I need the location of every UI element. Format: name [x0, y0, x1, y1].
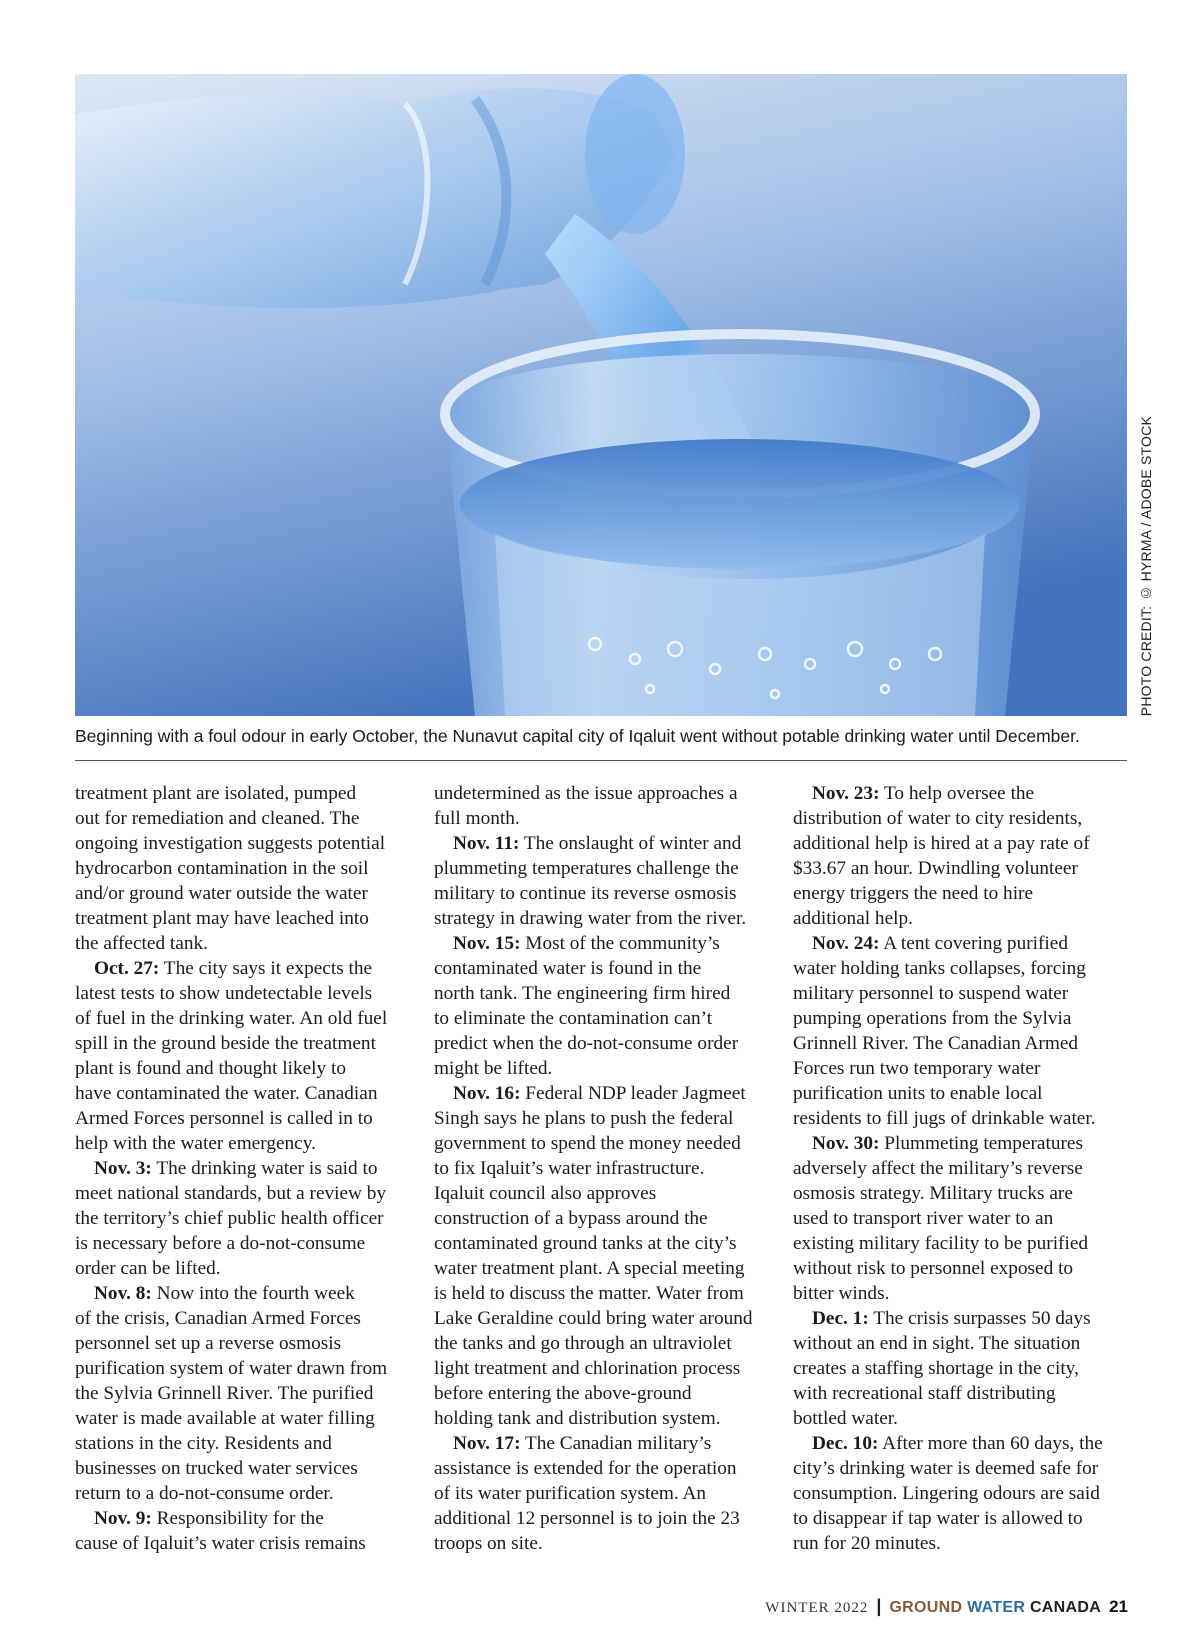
line-text: of fuel in the drinking water. An old fuel — [75, 1008, 388, 1029]
line-text: distribution of water to city residents, — [793, 808, 1083, 829]
article-line — [434, 1181, 770, 1206]
article-line — [793, 856, 1129, 881]
line-text: The crisis surpasses 50 days — [868, 1308, 1091, 1329]
entry-start-line — [75, 956, 411, 981]
article-line — [75, 781, 411, 806]
entry-date: Nov. 16: — [453, 1083, 521, 1104]
line-text: city’s drinking water is deemed safe for — [793, 1458, 1099, 1479]
line-text: full month. — [434, 808, 520, 829]
article-line — [793, 1006, 1129, 1031]
article-line — [793, 1331, 1129, 1356]
line-text: The drinking water is said to — [151, 1158, 378, 1179]
article-line — [434, 1006, 770, 1031]
article-line — [434, 1106, 770, 1131]
line-text: order can be lifted. — [75, 1258, 221, 1279]
article-line — [793, 1181, 1129, 1206]
article-line — [75, 856, 411, 881]
line-text: strategy in drawing water from the river. — [434, 908, 747, 929]
line-text: to fix Iqaluit’s water infrastructure. — [434, 1158, 705, 1179]
article-line — [434, 1156, 770, 1181]
article-line — [434, 906, 770, 931]
line-text: Responsibility for the — [151, 1508, 324, 1529]
line-text: light treatment and chlorination process — [434, 1358, 741, 1379]
line-text: contaminated ground tanks at the city’s — [434, 1233, 737, 1254]
line-text: Forces run two temporary water — [793, 1058, 1041, 1079]
line-text: might be lifted. — [434, 1058, 553, 1079]
article-line — [793, 1456, 1129, 1481]
article-line — [75, 1306, 411, 1331]
line-text: the territory’s chief public health officer — [75, 1208, 384, 1229]
line-text: help with the water emergency. — [75, 1133, 316, 1154]
page-number: 21 — [1109, 1597, 1128, 1616]
line-text: cause of Iqaluit’s water crisis remains — [75, 1533, 366, 1554]
article-line — [434, 1306, 770, 1331]
article-line — [434, 1256, 770, 1281]
entry-date: Nov. 8: — [94, 1283, 152, 1304]
line-text: is necessary before a do-not-consume — [75, 1233, 366, 1254]
line-text: Iqaluit council also approves — [434, 1183, 657, 1204]
line-text: After more than 60 days, the — [878, 1433, 1103, 1454]
article-line — [793, 1156, 1129, 1181]
line-text: residents to fill jugs of drinkable water. — [793, 1108, 1096, 1129]
article-line — [793, 1056, 1129, 1081]
entry-start-line — [75, 1506, 411, 1531]
line-text: water is made available at water filling — [75, 1408, 375, 1429]
issue-label: WINTER 2022 — [765, 1600, 869, 1616]
article-line — [75, 1131, 411, 1156]
entry-start-line — [434, 931, 770, 956]
line-text: military to continue its reverse osmosis — [434, 883, 737, 904]
article-line — [75, 1356, 411, 1381]
entry-start-line — [434, 1081, 770, 1106]
line-text: to disappear if tap water is allowed to — [793, 1508, 1083, 1529]
line-text: creates a staffing shortage in the city, — [793, 1358, 1079, 1379]
line-text: the tanks and go through an ultraviolet — [434, 1333, 732, 1354]
article-line — [793, 1231, 1129, 1256]
line-text: A tent covering purified — [879, 933, 1068, 954]
article-line — [434, 856, 770, 881]
line-text: additional 12 personnel is to join the 23 — [434, 1508, 740, 1529]
magazine-name-canada: CANADA — [1029, 1599, 1102, 1616]
article-line — [793, 806, 1129, 831]
line-text: Lake Geraldine could bring water around — [434, 1308, 753, 1329]
article-line — [434, 781, 770, 806]
article-line — [434, 1481, 770, 1506]
line-text: treatment plant are isolated, pumped — [75, 783, 357, 804]
article-line — [434, 1281, 770, 1306]
line-text: plummeting temperatures challenge the — [434, 858, 739, 879]
line-text: additional help is hired at a pay rate of — [793, 833, 1090, 854]
line-text: The city says it expects the — [159, 958, 373, 979]
line-text: have contaminated the water. Canadian — [75, 1083, 378, 1104]
line-text: adversely affect the military’s reverse — [793, 1158, 1083, 1179]
line-text: treatment plant may have leached into — [75, 908, 369, 929]
entry-date: Nov. 23: — [812, 783, 880, 804]
line-text: government to spend the money needed — [434, 1133, 741, 1154]
article-line — [793, 1381, 1129, 1406]
line-text: out for remediation and cleaned. The — [75, 808, 360, 829]
line-text: troops on site. — [434, 1533, 543, 1554]
line-text: before entering the above-ground — [434, 1383, 692, 1404]
entry-date: Nov. 24: — [812, 933, 880, 954]
line-text: water treatment plant. A special meeting — [434, 1258, 745, 1279]
article-line — [434, 1131, 770, 1156]
article-line — [793, 831, 1129, 856]
line-text: of the crisis, Canadian Armed Forces — [75, 1308, 361, 1329]
line-text: north tank. The engineering firm hired — [434, 983, 731, 1004]
magazine-name-water: WATER — [967, 1599, 1026, 1616]
article-line — [793, 1356, 1129, 1381]
line-text: without risk to personnel exposed to — [793, 1258, 1074, 1279]
article-line — [75, 906, 411, 931]
line-text: ongoing investigation suggests potential — [75, 833, 386, 854]
article-column-2 — [434, 781, 770, 1556]
magazine-name-ground: GROUND — [889, 1599, 963, 1616]
line-text: construction of a bypass around the — [434, 1208, 708, 1229]
line-text: Most of the community’s — [520, 933, 720, 954]
article-line — [434, 881, 770, 906]
line-text: water holding tanks collapses, forcing — [793, 958, 1086, 979]
footer-separator: | — [876, 1596, 882, 1616]
line-text: Now into the fourth week — [151, 1283, 355, 1304]
entry-date: Nov. 11: — [453, 833, 520, 854]
entry-date: Nov. 15: — [453, 933, 521, 954]
article-line — [434, 1381, 770, 1406]
line-text: purification system of water drawn from — [75, 1358, 388, 1379]
article-line — [434, 806, 770, 831]
article-line — [75, 931, 411, 956]
line-text: run for 20 minutes. — [793, 1533, 941, 1554]
article-line — [434, 1531, 770, 1556]
line-text: To help oversee the — [879, 783, 1035, 804]
article-line — [75, 1081, 411, 1106]
line-text: of its water purification system. An — [434, 1483, 707, 1504]
article-line — [75, 806, 411, 831]
article-line — [75, 1106, 411, 1131]
article-line — [75, 1481, 411, 1506]
line-text: bottled water. — [793, 1408, 898, 1429]
line-text: stations in the city. Residents and — [75, 1433, 332, 1454]
article-line — [75, 1456, 411, 1481]
entry-start-line — [793, 1131, 1129, 1156]
article-line — [793, 956, 1129, 981]
article-line — [75, 1181, 411, 1206]
article-line — [793, 1106, 1129, 1131]
article-line — [793, 1256, 1129, 1281]
line-text: osmosis strategy. Military trucks are — [793, 1183, 1073, 1204]
line-text: bitter winds. — [793, 1283, 890, 1304]
line-text: The onslaught of winter and — [519, 833, 742, 854]
line-text: meet national standards, but a review by — [75, 1183, 387, 1204]
line-text: contaminated water is found in the — [434, 958, 702, 979]
article-line — [793, 1081, 1129, 1106]
article-line — [434, 1206, 770, 1231]
line-text: existing military facility to be purified — [793, 1233, 1089, 1254]
line-text: the Sylvia Grinnell River. The purified — [75, 1383, 374, 1404]
line-text: Federal NDP leader Jagmeet — [520, 1083, 746, 1104]
entry-date: Nov. 3: — [94, 1158, 152, 1179]
article-line — [793, 881, 1129, 906]
article-line — [793, 1281, 1129, 1306]
line-text: purification units to enable local — [793, 1083, 1043, 1104]
entry-start-line — [793, 1431, 1129, 1456]
article-line — [75, 1031, 411, 1056]
article-line — [434, 1331, 770, 1356]
article-line — [434, 1506, 770, 1531]
line-text: plant is found and thought likely to — [75, 1058, 346, 1079]
article-line — [793, 1531, 1129, 1556]
line-text: undetermined as the issue approaches a — [434, 783, 738, 804]
article-line — [75, 1431, 411, 1456]
line-text: holding tank and distribution system. — [434, 1408, 721, 1429]
article-line — [434, 1231, 770, 1256]
water-glass-photo — [75, 74, 1127, 716]
article-line — [75, 1056, 411, 1081]
line-text: additional help. — [793, 908, 913, 929]
line-text: Armed Forces personnel is called in to — [75, 1108, 373, 1129]
line-text: $33.67 an hour. Dwindling volunteer — [793, 858, 1078, 879]
line-text: pumping operations from the Sylvia — [793, 1008, 1072, 1029]
line-text: predict when the do-not-consume order — [434, 1033, 739, 1054]
line-text: hydrocarbon contamination in the soil — [75, 858, 369, 879]
article-line — [793, 1206, 1129, 1231]
article-line — [434, 981, 770, 1006]
line-text: used to transport river water to an — [793, 1208, 1054, 1229]
article-line — [75, 1231, 411, 1256]
article-line — [434, 1356, 770, 1381]
line-text: Grinnell River. The Canadian Armed — [793, 1033, 1079, 1054]
entry-date: Oct. 27: — [94, 958, 160, 979]
photo-credit: PHOTO CREDIT: © HYRMA / ADOBE STOCK — [1138, 415, 1154, 716]
line-text: and/or ground water outside the water — [75, 883, 368, 904]
article-line — [793, 1481, 1129, 1506]
article-line — [434, 1031, 770, 1056]
line-text: latest tests to show undetectable levels — [75, 983, 373, 1004]
article-line — [75, 831, 411, 856]
line-text: Singh says he plans to push the federal — [434, 1108, 734, 1129]
line-text: personnel set up a reverse osmosis — [75, 1333, 342, 1354]
article-line — [793, 1406, 1129, 1431]
line-text: return to a do-not-consume order. — [75, 1483, 334, 1504]
article-line — [434, 1456, 770, 1481]
caption-divider — [75, 760, 1127, 761]
article-line — [75, 1206, 411, 1231]
line-text: energy triggers the need to hire — [793, 883, 1034, 904]
photo-caption: Beginning with a foul odour in early October, the Nunavut capital city of Iqaluit went without potable drinking water until December. — [75, 726, 1080, 746]
entry-start-line — [793, 781, 1129, 806]
entry-start-line — [793, 931, 1129, 956]
line-text: assistance is extended for the operation — [434, 1458, 737, 1479]
entry-start-line — [793, 1306, 1129, 1331]
entry-date: Nov. 17: — [453, 1433, 521, 1454]
line-text: to eliminate the contamination can’t — [434, 1008, 713, 1029]
article-line — [793, 906, 1129, 931]
line-text: Plummeting temperatures — [879, 1133, 1083, 1154]
entry-date: Nov. 9: — [94, 1508, 152, 1529]
article-line — [75, 1406, 411, 1431]
line-text: The Canadian military’s — [520, 1433, 712, 1454]
article-line — [75, 881, 411, 906]
line-text: with recreational staff distributing — [793, 1383, 1056, 1404]
article-column-3 — [793, 781, 1129, 1556]
entry-start-line — [434, 1431, 770, 1456]
article-line — [75, 1331, 411, 1356]
line-text: the affected tank. — [75, 933, 208, 954]
line-text: is held to discuss the matter. Water from — [434, 1283, 744, 1304]
line-text: spill in the ground beside the treatment — [75, 1033, 376, 1054]
entry-start-line — [75, 1281, 411, 1306]
article-line — [75, 1006, 411, 1031]
article-line — [75, 1256, 411, 1281]
line-text: consumption. Lingering odours are said — [793, 1483, 1100, 1504]
page-footer — [765, 1596, 1128, 1617]
magazine-name — [889, 1599, 1101, 1617]
article-line — [434, 1406, 770, 1431]
entry-start-line — [434, 831, 770, 856]
article-line — [434, 956, 770, 981]
article-line — [75, 1381, 411, 1406]
article-line — [75, 1531, 411, 1556]
entry-date: Dec. 10: — [812, 1433, 879, 1454]
entry-date: Nov. 30: — [812, 1133, 880, 1154]
article-line — [793, 1506, 1129, 1531]
entry-start-line — [75, 1156, 411, 1181]
article-line — [793, 1031, 1129, 1056]
entry-date: Dec. 1: — [812, 1308, 869, 1329]
article-line — [434, 1056, 770, 1081]
article-column-1 — [75, 781, 411, 1556]
article-photo — [75, 74, 1127, 716]
line-text: without an end in sight. The situation — [793, 1333, 1081, 1354]
line-text: military personnel to suspend water — [793, 983, 1069, 1004]
line-text: businesses on trucked water services — [75, 1458, 358, 1479]
article-line — [75, 981, 411, 1006]
article-line — [793, 981, 1129, 1006]
